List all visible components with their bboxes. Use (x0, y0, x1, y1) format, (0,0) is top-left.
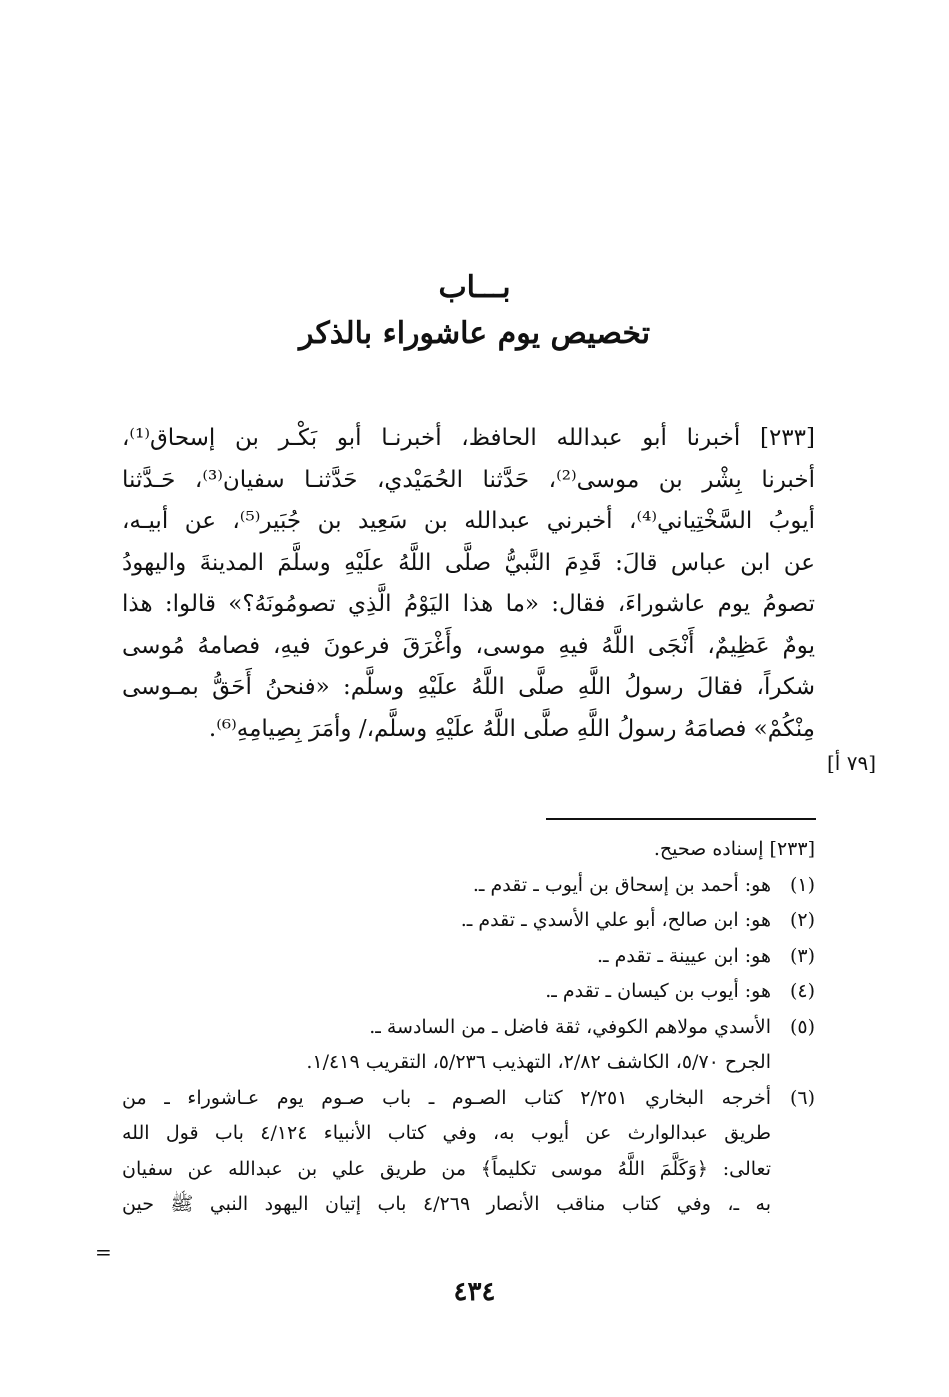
footnote-number: (٦) (789, 1086, 815, 1109)
hadith-line: [٢٣٣] أخبرنا أبو عبدالله الحافظ، أخبرنـا أبو بَكْـر بن إسحاق⁽¹⁾، (122, 425, 815, 451)
chapter-label: بـــاب (438, 270, 511, 305)
footnote-item (122, 903, 815, 939)
hadith-line: مِنْكُمْ» فصامَهُ رسولُ اللَّهِ صلَّى اللَّهُ علَيْهِ وسلَّم،/ وأمَرَ بِصِيامِهِ⁽⁶⁾. (208, 715, 815, 742)
footnote-item (122, 1010, 815, 1081)
footnote-text: هو: ابن صالح، أبو علي الأسدي ـ تقدم ـ. (460, 909, 771, 931)
footnote-text: تعالى: ﴿وَكَلَّمَ اللَّهُ موسى تكليماً﴾ من طريق علي بن عبدالله عن سفيان (122, 1157, 771, 1180)
footnote-text: به ـ، وفي كتاب مناقب الأنصار ٤/٢٦٩ باب إتيان اليهود النبي ﷺ حين (122, 1193, 771, 1215)
footnote-text: هو: أيوب بن كيسان ـ تقدم ـ. (545, 980, 771, 1002)
hadith-line: عن ابن عباس قالَ: قَدِمَ النَّبيُّ صلَّى اللَّهُ علَيْهِ وسلَّمَ المدينةَ واليهودُ (122, 549, 815, 576)
footnote-item (122, 974, 815, 1010)
hadith-line: أخبرنا بِشْر بن موسى⁽²⁾، حَدَّثنا الحُمَيْدي، حَدَّثنـا سفيان⁽³⁾، حَـدَّثنا (122, 466, 815, 493)
footnote-text: الجرح ٥/٧٠، الكاشف ٢/٨٢، التهذيب ٥/٢٣٦، التقريب ١/٤١٩. (306, 1051, 771, 1073)
hadith-line: يومٌ عَظِيمٌ، أَنْجَى اللَّهُ فيهِ موسى، وأَغْرَقَ فرعونَ فيهِ، فصامهُ مُوسى (122, 632, 815, 659)
footnote-text: أخرجه البخاري ٢/٢٥١ كتاب الصـوم ـ باب صـوم يوم عـاشوراء ـ من (122, 1086, 772, 1109)
footnote-number: (٢) (789, 909, 815, 931)
footnote-item (122, 868, 815, 904)
chapter-title: تخصيص يوم عاشوراء بالذكر (298, 316, 651, 351)
hadith-line: شكراً، فقالَ رسولُ اللَّهِ صلَّى اللَّهُ علَيْهِ وسلَّم: «فنحنُ أَحَقُّ بمـوسى (122, 674, 815, 700)
hadith-text (122, 418, 815, 750)
footnote-item (122, 1081, 815, 1223)
footnote-number: (٤) (789, 980, 815, 1002)
footnote-number: (١) (789, 873, 815, 896)
footnote-number: (٥) (789, 1015, 815, 1038)
footnote-text: هو: أحمد بن إسحاق بن أيوب ـ تقدم ـ. (472, 873, 771, 896)
footnote-header: [٢٣٣] إسناده صحيح. (653, 838, 815, 860)
hadith-line: أيوبُ السَّخْتِياني⁽⁴⁾، أخبرني عبدالله بن سَعِيد بن جُبَير⁽⁵⁾، عن أبيـه، (122, 508, 816, 534)
continuation-mark: = (95, 1240, 112, 1264)
footnote-divider (546, 818, 816, 820)
footnote-text: طريق عبدالوارث عن أيوب به، وفي كتاب الأنبياء ٤/١٢٤ باب قول الله (122, 1122, 771, 1144)
footnote-number: (٣) (789, 944, 815, 967)
page-number: ٤٣٤ (453, 1277, 496, 1307)
footnotes (122, 832, 815, 1223)
hadith-line: تصومُ يوم عاشوراءَ، فقال: «ما هذا اليَوْمُ الَّذِي تصومُونَهُ؟» قالوا: هذا (122, 591, 815, 617)
footnote-item (122, 939, 815, 975)
footnote-text: الأسدي مولاهم الكوفي، ثقة فاضل ـ من السادسة ـ. (369, 1015, 771, 1038)
manuscript-folio-ref: [٧٩ أ] (826, 751, 876, 775)
footnote-text: هو: ابن عيينة ـ تقدم ـ. (597, 944, 771, 967)
